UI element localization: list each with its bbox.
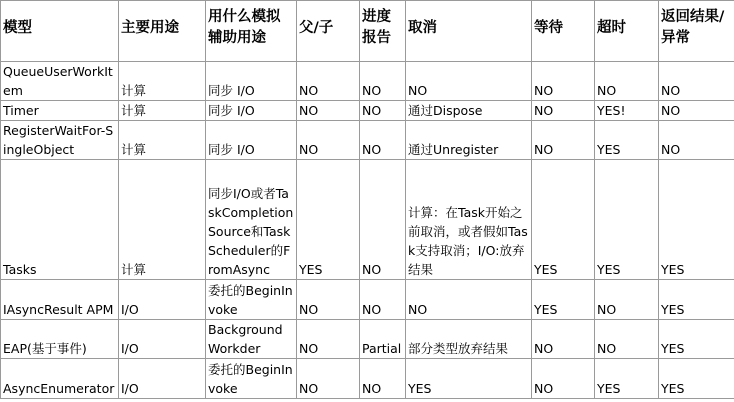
cell-purpose: I/O [119,280,206,320]
cell-emulate: 委托的BeginInvoke [206,359,297,399]
cell-purpose: 计算 [119,160,206,280]
cell-timeout: NO [595,62,659,101]
cell-progress: NO [360,121,406,160]
cell-progress: NO [360,359,406,399]
cell-timeout: YES! [595,101,659,121]
cell-wait: NO [532,62,595,101]
cell-model: EAP(基于事件) [1,320,119,359]
cell-result: NO [659,121,734,160]
table-row [1,359,734,399]
cell-model: IAsyncResult APM [1,280,119,320]
cell-parent-child: NO [297,359,360,399]
cell-emulate: 同步 I/O [206,62,297,101]
table-row [1,62,734,101]
cell-result: YES [659,359,734,399]
cell-emulate: BackgroundWorkder [206,320,297,359]
cell-emulate: 同步I/O或者TaskCompletionSource和TaskScheduler的FromAsync [206,160,297,280]
cell-purpose: I/O [119,359,206,399]
cell-progress: NO [360,280,406,320]
cell-purpose: I/O [119,320,206,359]
cell-timeout: YES [595,121,659,160]
cell-model: AsyncEnumerator [1,359,119,399]
cell-progress: NO [360,62,406,101]
header-timeout: 超时 [595,1,659,62]
cell-wait: YES [532,280,595,320]
cell-parent-child: YES [297,160,360,280]
cell-cancel: YES [406,359,532,399]
header-progress: 进度报告 [360,1,406,62]
cell-progress: NO [360,160,406,280]
cell-emulate: 同步 I/O [206,101,297,121]
cell-cancel: NO [406,280,532,320]
header-model: 模型 [1,1,119,62]
cell-result: NO [659,101,734,121]
cell-model: QueueUserWorkItem [1,62,119,101]
cell-model: Timer [1,101,119,121]
cell-result: YES [659,280,734,320]
table-row [1,320,734,359]
table-row [1,101,734,121]
header-cancel: 取消 [406,1,532,62]
cell-cancel: NO [406,62,532,101]
cell-emulate: 委托的BeginInvoke [206,280,297,320]
cell-cancel: 计算：在Task开始之前取消，或者假如Task支持取消；I/O:放弃结果 [406,160,532,280]
cell-parent-child: NO [297,62,360,101]
header-purpose: 主要用途 [119,1,206,62]
cell-timeout: NO [595,280,659,320]
header-row [1,1,734,62]
cell-wait: NO [532,101,595,121]
cell-parent-child: NO [297,320,360,359]
header-result: 返回结果/异常 [659,1,734,62]
cell-result: YES [659,160,734,280]
cell-parent-child: NO [297,121,360,160]
table-row [1,160,734,280]
cell-purpose: 计算 [119,62,206,101]
cell-wait: NO [532,320,595,359]
cell-timeout: YES [595,160,659,280]
table-row [1,280,734,320]
cell-cancel: 通过Unregister [406,121,532,160]
cell-cancel: 通过Dispose [406,101,532,121]
cell-wait: YES [532,160,595,280]
header-wait: 等待 [532,1,595,62]
header-emulate: 用什么模拟辅助用途 [206,1,297,62]
cell-timeout: NO [595,320,659,359]
cell-progress: Partial [360,320,406,359]
cell-cancel: 部分类型放弃结果 [406,320,532,359]
cell-purpose: 计算 [119,121,206,160]
cell-purpose: 计算 [119,101,206,121]
cell-timeout: YES [595,359,659,399]
cell-emulate: 同步 I/O [206,121,297,160]
cell-progress: NO [360,101,406,121]
cell-model: Tasks [1,160,119,280]
cell-parent-child: NO [297,101,360,121]
cell-result: NO [659,62,734,101]
header-parent-child: 父/子 [297,1,360,62]
table-row [1,121,734,160]
cell-wait: NO [532,121,595,160]
cell-model: RegisterWaitFor-SingleObject [1,121,119,160]
cell-result: YES [659,320,734,359]
cell-parent-child: NO [297,280,360,320]
cell-wait: NO [532,359,595,399]
